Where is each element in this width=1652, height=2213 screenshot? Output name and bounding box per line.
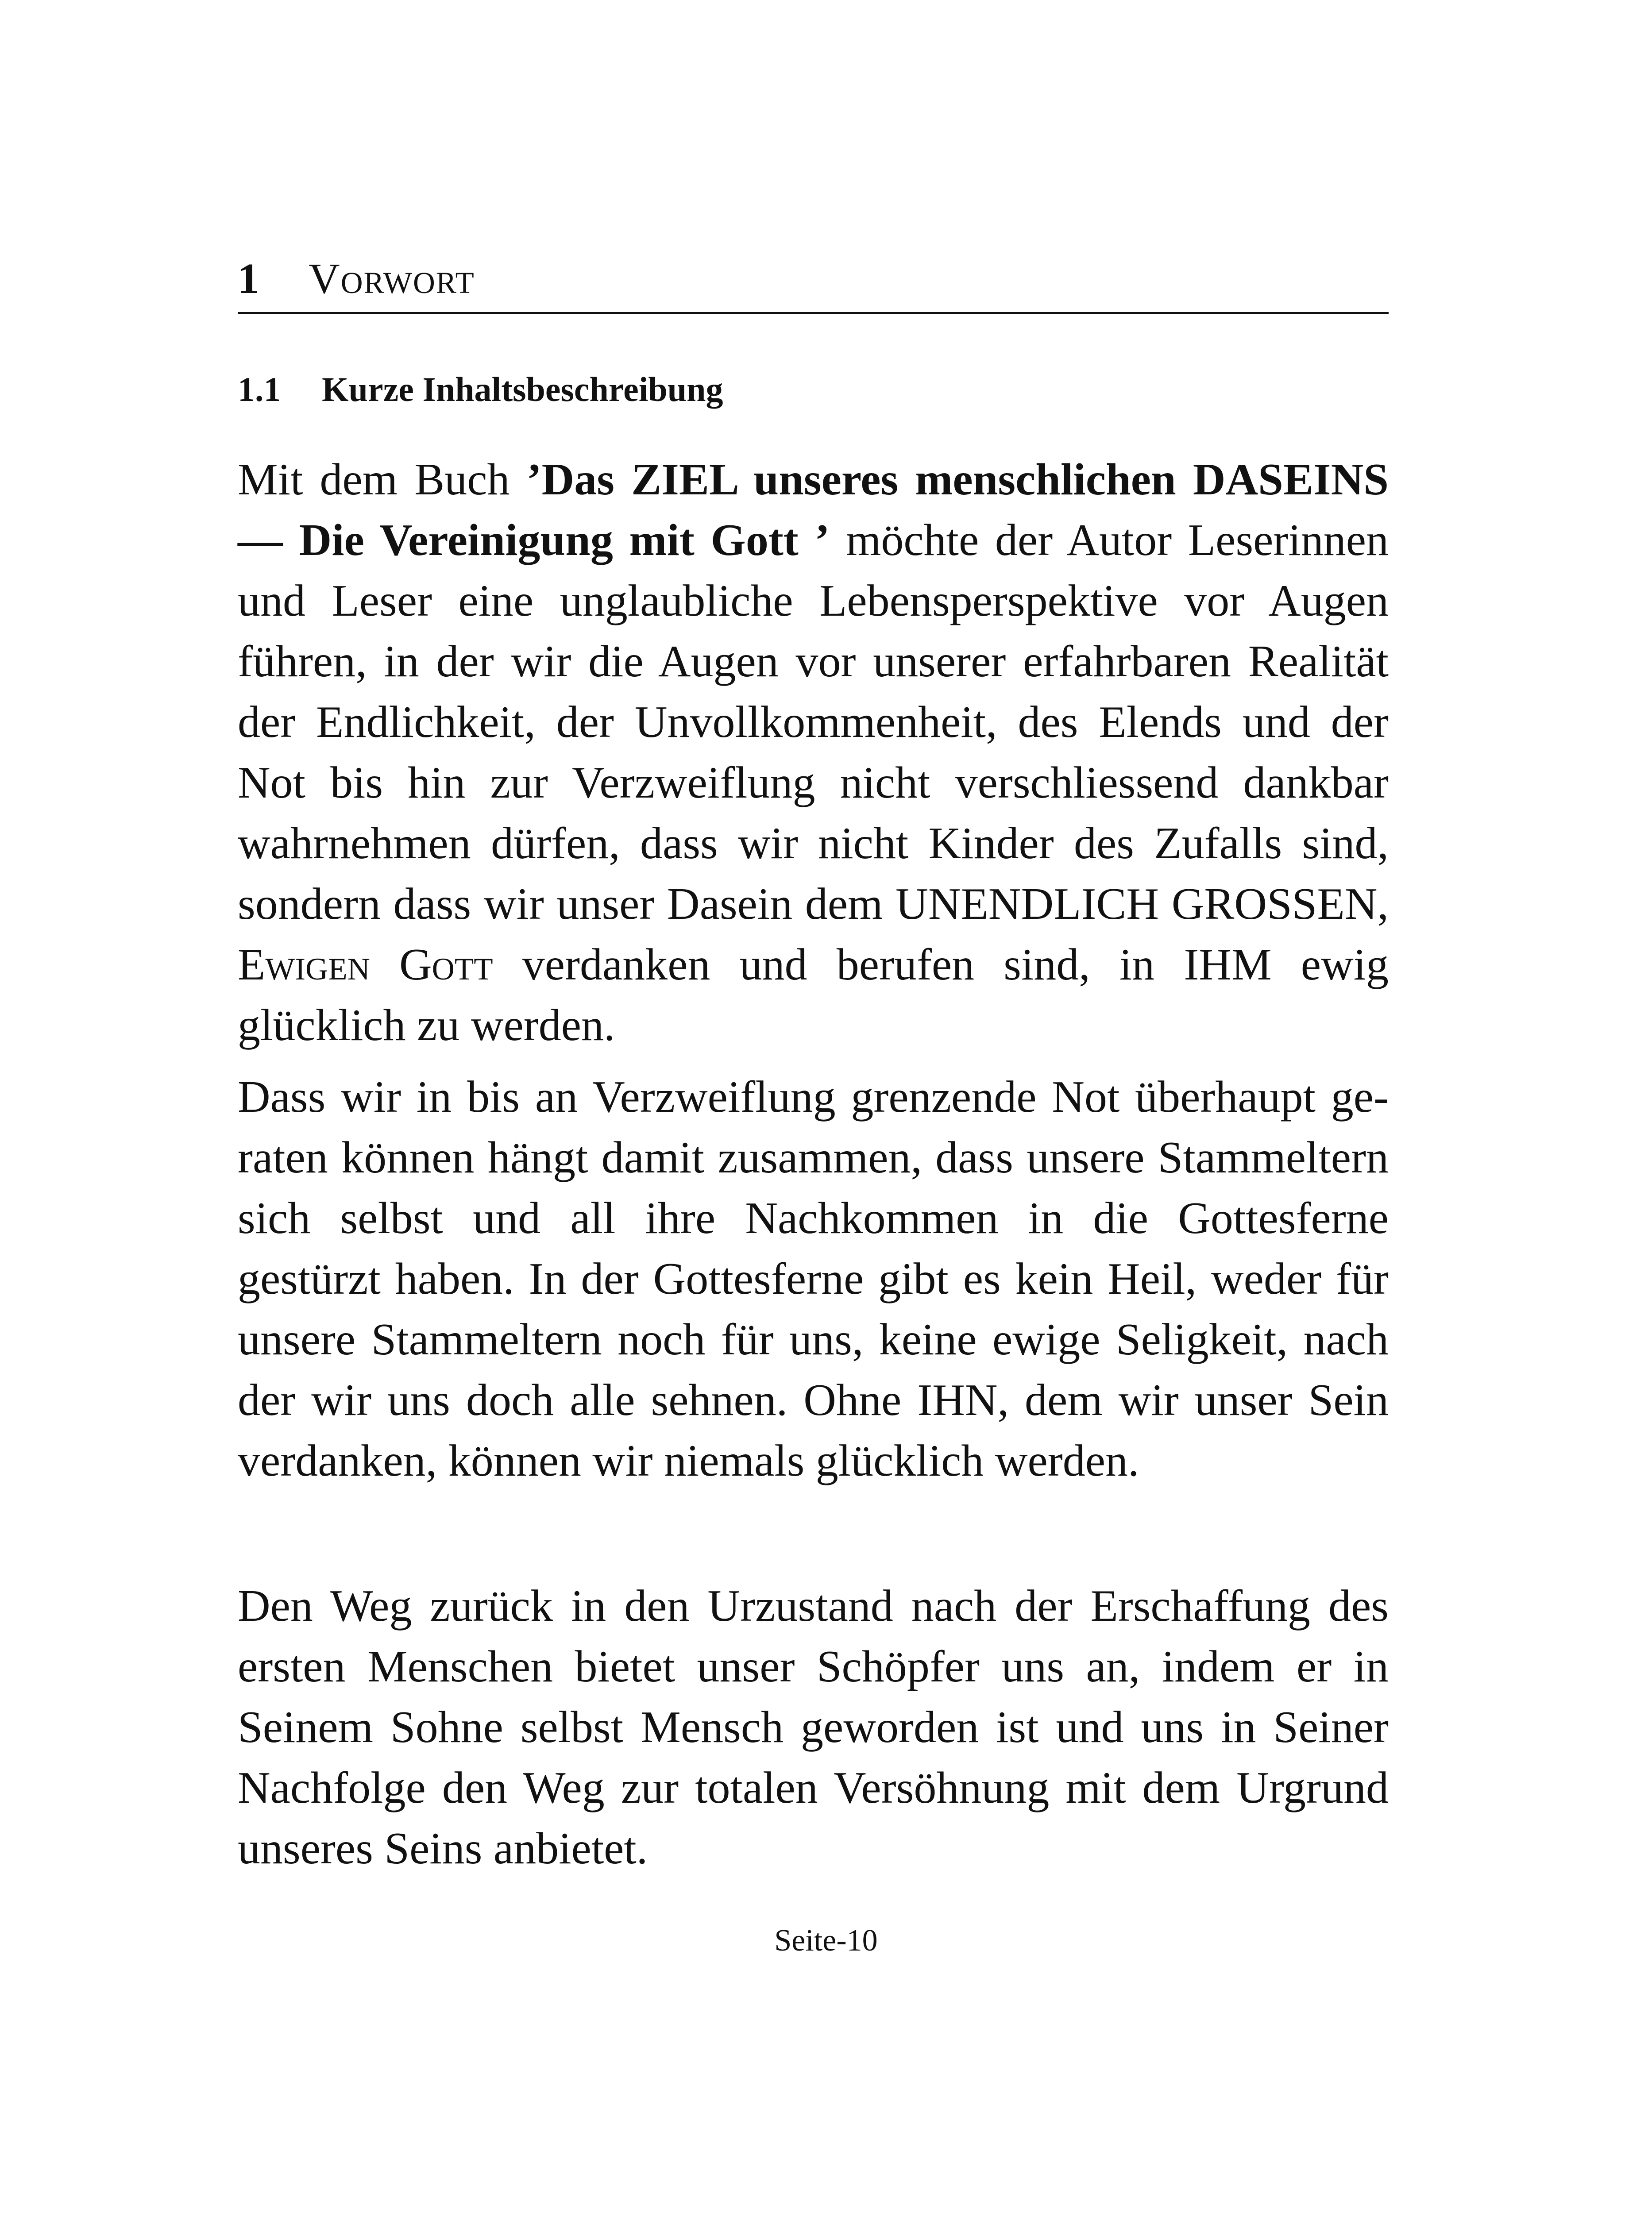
book-title: ’Das ZIEL unseres menschlichen DASEINS — Die Vereinigung mit Gott ’	[238, 455, 1389, 565]
paragraph-intro-text-c: verdanken und berufen sind, in IHM ewig glücklich zu werden.	[238, 940, 1389, 1050]
paragraph-stammeltern: Dass wir in bis an Verzweiflung grenzende Not überhaupt geraten können hängt damit zusammen, dass unsere Stammeltern sich selbst und all ihre Nachkommen in die Gottesferne gestürzt haben. In der Gottesferne gibt es kein Heil, weder für unsere Stammeltern noch für uns, keine ewige Seligkeit, nach der wir uns doch alle sehnen. Ohne IHN, dem wir unser Sein verdanken, können wir niemals glücklich werden.	[238, 1072, 1389, 1486]
chapter-number: 1	[238, 255, 259, 303]
paragraph-intro-text-a: möchte der Autor Leserinnen und Leser eine unglaubliche Lebensperspektive vor Augen führen, in der wir die Augen vor unserer erfahrbaren Realität der Endlichkeit, der Unvollkommenheit, des Elends und der Not bis hin zur Verzweiflung nicht verschliessend dankbar wahrnehmen dürfen, dass wir nicht Kinder des Zufalls sind, sondern dass wir unser Dasein dem	[238, 515, 1389, 929]
section-number: 1.1	[238, 370, 281, 409]
small-caps-unendlich-grossen: UNENDLICH GROSSEN	[895, 879, 1378, 929]
paragraph-weg-zurueck: Den Weg zurück in den Urzustand nach der Erschaffung des ersten Menschen bietet unser Schöpfer uns an, indem er in Seinem Sohne selbst Mensch geworden ist und uns in Seiner Nachfolge den Weg zur totalen Versöhnung mit dem Urgrund unseres Seins anbietet.	[238, 1581, 1389, 1874]
page-number: Seite-10	[774, 1924, 878, 1958]
chapter-title: Vorwort	[309, 255, 475, 303]
paragraph-intro-text-b: ,	[1377, 879, 1389, 929]
section-heading	[238, 370, 723, 409]
section-title: Kurze Inhaltsbeschreibung	[322, 370, 723, 409]
chapter-heading	[238, 248, 1389, 314]
paragraph-intro-lead: Mit dem Buch	[238, 455, 527, 505]
paragraph-intro	[238, 449, 1389, 1056]
small-caps-ewigen-gott: Ewigen Gott	[238, 940, 493, 990]
